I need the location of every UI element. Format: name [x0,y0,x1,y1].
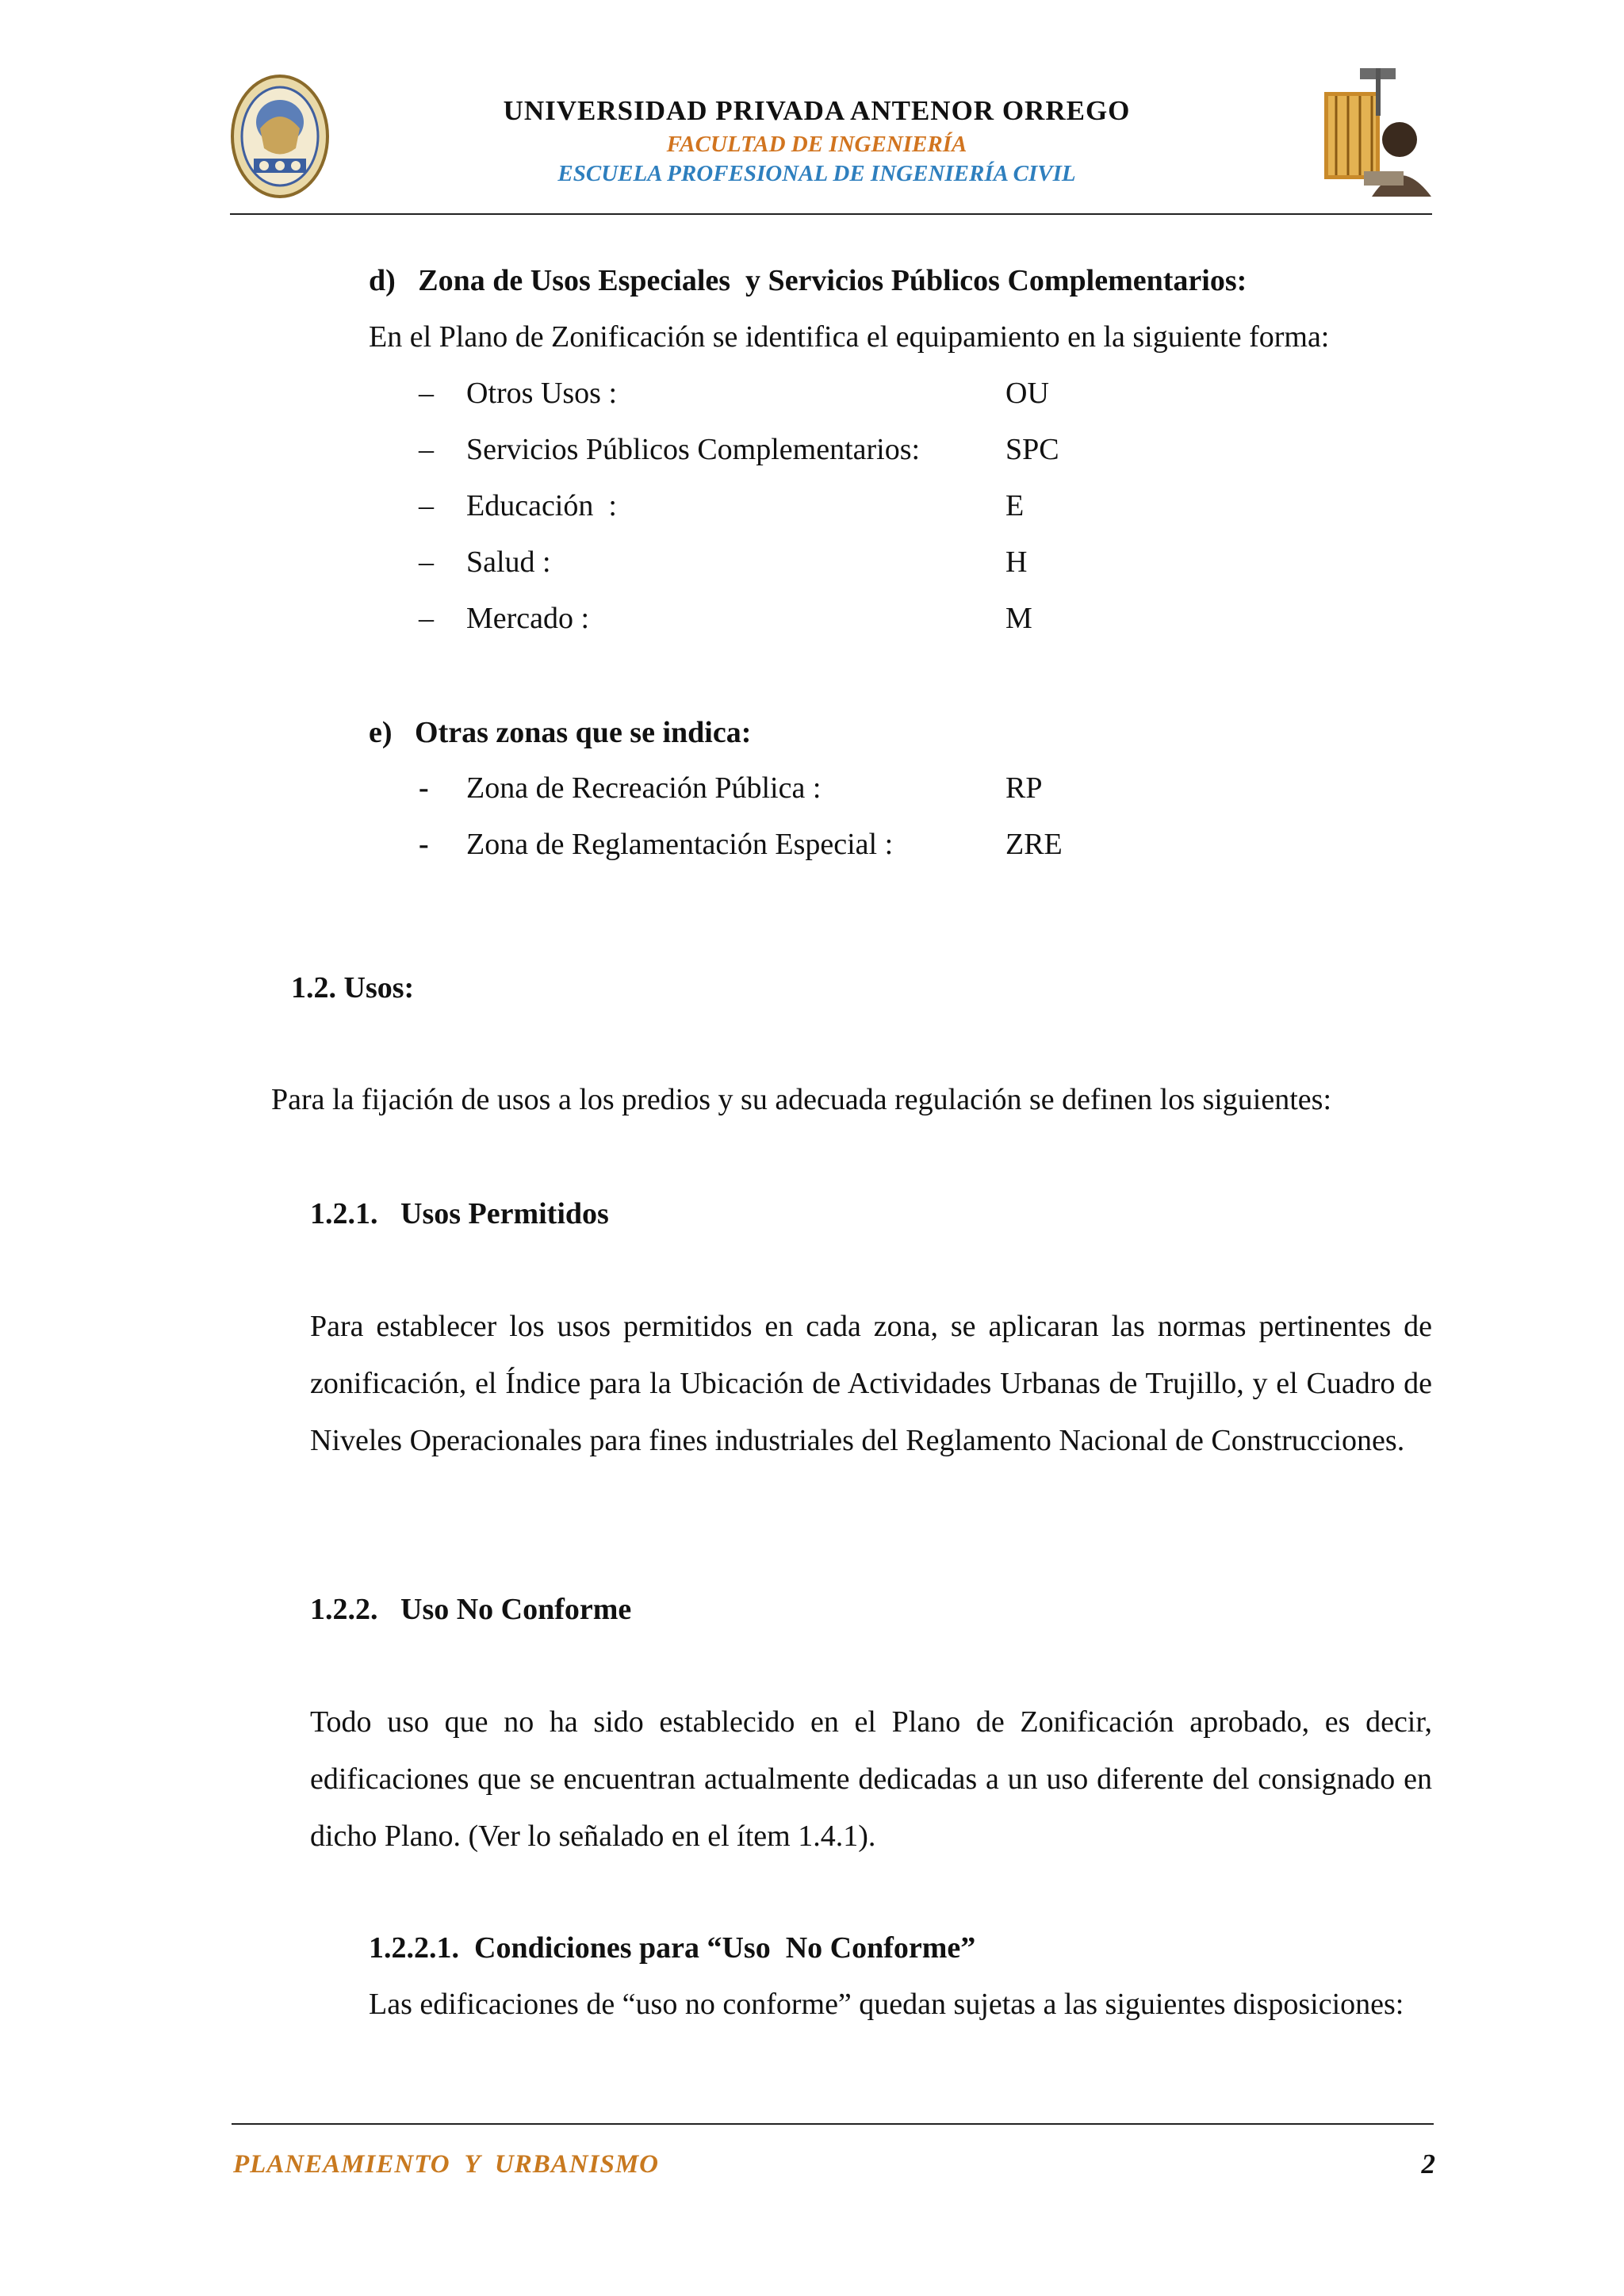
school-name: ESCUELA PROFESIONAL DE INGENIERÍA CIVIL [557,161,1076,186]
list-dash: - [419,771,429,805]
list-code: SPC [1005,433,1059,466]
no-conforme-heading: 1.2.2. Uso No Conforme [310,1593,632,1626]
list-dash: – [419,602,434,635]
construction-worker-logo [1316,60,1435,197]
list-label: Servicios Públicos Complementarios: [466,433,921,466]
section-d-heading: d) Zona de Usos Especiales y Servicios Públicos Complementarios: [369,264,1247,297]
condiciones-paragraph: Las edificaciones de “uso no conforme” quedan sujetas a las siguientes disposiciones: [369,1988,1404,2021]
university-name: UNIVERSIDAD PRIVADA ANTENOR ORREGO [503,95,1131,126]
list-code: OU [1005,377,1049,410]
permitidos-heading: 1.2.1. Usos Permitidos [310,1197,609,1230]
footer-course-title: PLANEAMIENTO Y URBANISMO [233,2150,660,2179]
faculty-name: FACULTAD DE INGENIERÍA [666,132,967,157]
usos-heading: 1.2. Usos: [291,971,415,1004]
section-d-intro: En el Plano de Zonificación se identifica el equipamiento en la siguiente forma: [369,320,1330,354]
no-conforme-paragraph: Todo uso que no ha sido establecido en el Plano de Zonificación aprobado, es decir, edificaciones que se encuentran actualmente dedicadas a un uso diferente del consignado en dicho Plano. (Ver lo señalado en el ítem 1.4.1). [310,1705,1432,1853]
list-label: Mercado : [466,602,590,635]
list-code: H [1005,545,1028,579]
list-label: Otros Usos : [466,377,618,410]
list-code: ZRE [1005,828,1063,861]
usos-intro: Para la fijación de usos a los predios y su adecuada regulación se definen los siguientes: [271,1083,1331,1116]
section-e-heading: e) Otras zonas que se indica: [369,716,752,749]
list-code: E [1005,489,1025,522]
list-dash: – [419,545,434,579]
footer-divider [232,2123,1434,2125]
list-dash: - [419,828,429,861]
list-label: Zona de Recreación Pública : [466,771,822,805]
university-seal-logo [228,73,331,200]
list-label: Educación : [466,489,617,522]
permitidos-paragraph: Para establecer los usos permitidos en cada zona, se aplicaran las normas pertinentes de zonificación, el Índice para la Ubicación de Actividades Urbanas de Trujillo, y el Cuadro de Niveles Operacionales para fines industriales del Reglamento Nacional de Construcciones. [310,1310,1432,1457]
header-divider [230,213,1432,215]
list-label: Zona de Reglamentación Especial : [466,828,894,861]
list-label: Salud : [466,545,551,579]
list-dash: – [419,433,434,466]
list-dash: – [419,489,434,522]
list-code: RP [1005,771,1043,805]
page-number: 2 [1421,2149,1435,2179]
condiciones-heading: 1.2.2.1. Condiciones para “Uso No Conforme” [369,1931,976,1965]
list-code: M [1005,602,1032,635]
list-dash: – [419,377,434,410]
